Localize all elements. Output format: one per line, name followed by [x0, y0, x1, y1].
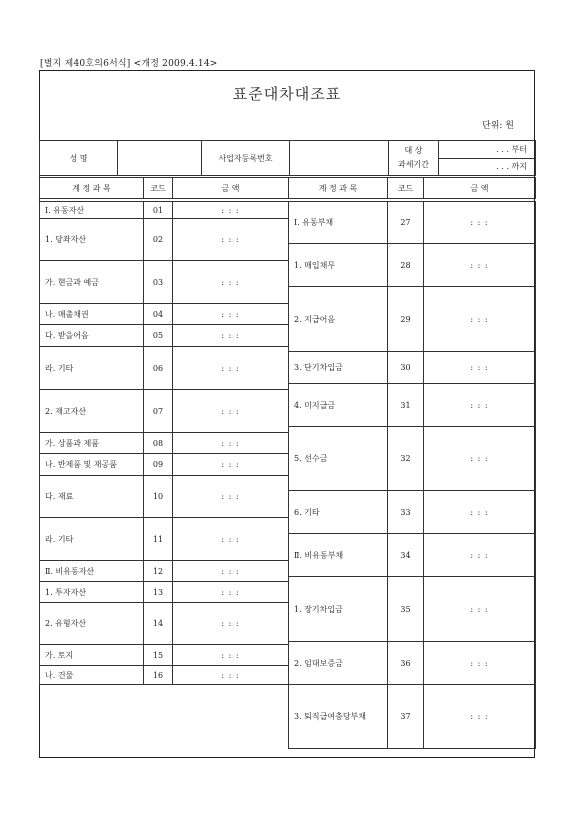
left-account-code: 14: [144, 603, 173, 645]
right-account-name: 4. 미지급금: [289, 384, 388, 427]
table-row: [40, 561, 289, 582]
left-account-code: 12: [144, 561, 173, 582]
left-amount-field[interactable]: : : :: [173, 603, 289, 645]
table-row: [40, 603, 289, 645]
table-row: [40, 476, 289, 518]
table-row: [40, 518, 289, 561]
right-amount-field[interactable]: : : :: [424, 352, 536, 384]
table-row: [289, 384, 536, 427]
unit-label: 단위: 원: [482, 121, 514, 131]
left-account-code: 01: [144, 202, 173, 219]
left-amount-field[interactable]: : : :: [173, 261, 289, 304]
right-amount-field[interactable]: : : :: [424, 534, 536, 577]
table-row: [289, 244, 536, 287]
table-row: [40, 347, 289, 390]
table-row: [40, 304, 289, 325]
left-account-name: 나. 건물: [40, 666, 144, 685]
assets-table: [39, 201, 289, 685]
left-amount-field[interactable]: : : :: [173, 325, 289, 347]
table-row: [40, 666, 289, 685]
left-account-code: 13: [144, 582, 173, 603]
balance-sheet-form: [39, 70, 535, 758]
table-row: [289, 352, 536, 384]
period-field[interactable]: [439, 141, 536, 176]
left-account-name: 가. 상품과 제품: [40, 433, 144, 454]
table-row: [40, 454, 289, 476]
right-account-code: 29: [388, 287, 424, 352]
right-account-name: 5. 선수금: [289, 427, 388, 491]
form-reference: [별지 제40호의6서식] <개정 2009.4.14>: [40, 59, 218, 69]
right-amount-field[interactable]: : : :: [424, 577, 536, 642]
right-account-code: 31: [388, 384, 424, 427]
left-account-code: 04: [144, 304, 173, 325]
left-account-code: 05: [144, 325, 173, 347]
left-account-name: 가. 현금과 예금: [40, 261, 144, 304]
left-account-name: 다. 재료: [40, 476, 144, 518]
table-row: [40, 433, 289, 454]
table-row: [40, 582, 289, 603]
table-row: [289, 685, 536, 749]
table-row: [289, 202, 536, 244]
left-account-name: 나. 매출채권: [40, 304, 144, 325]
left-amount-field[interactable]: : : :: [173, 390, 289, 433]
right-account-name: 2. 임대보증금: [289, 642, 388, 685]
right-account-name: 1. 장기차입금: [289, 577, 388, 642]
left-account-code: 03: [144, 261, 173, 304]
left-account-code: 09: [144, 454, 173, 476]
left-account-name: 나. 반제품 및 재공품: [40, 454, 144, 476]
right-account-code: 37: [388, 685, 424, 749]
taxpayer-info-table: [39, 140, 536, 176]
left-account-name: 다. 받을어음: [40, 325, 144, 347]
left-amount-field[interactable]: : : :: [173, 518, 289, 561]
col-account-right: 계 정 과 목: [289, 178, 388, 199]
left-amount-field[interactable]: : : :: [173, 219, 289, 261]
right-account-name: 3. 단기차입금: [289, 352, 388, 384]
right-account-name: Ⅰ. 유동부채: [289, 202, 388, 244]
table-row: [289, 427, 536, 491]
left-amount-field[interactable]: : : :: [173, 666, 289, 685]
right-amount-field[interactable]: : : :: [424, 287, 536, 352]
table-row: [40, 202, 289, 219]
right-amount-field[interactable]: : : :: [424, 642, 536, 685]
left-amount-field[interactable]: : : :: [173, 304, 289, 325]
col-amount-left: 금 액: [173, 178, 289, 199]
left-account-name: 1. 당좌자산: [40, 219, 144, 261]
column-header-table: [39, 177, 536, 199]
right-account-code: 33: [388, 491, 424, 534]
table-row: [289, 287, 536, 352]
period-to: . . . 까지: [496, 161, 527, 171]
left-amount-field[interactable]: : : :: [173, 476, 289, 518]
left-account-code: 10: [144, 476, 173, 518]
right-account-name: 2. 지급어음: [289, 287, 388, 352]
left-amount-field[interactable]: : : :: [173, 561, 289, 582]
right-account-code: 32: [388, 427, 424, 491]
right-account-code: 36: [388, 642, 424, 685]
right-amount-field[interactable]: : : :: [424, 202, 536, 244]
left-amount-field[interactable]: : : :: [173, 433, 289, 454]
table-row: [289, 534, 536, 577]
table-row: [40, 325, 289, 347]
name-label: 성 명: [40, 141, 118, 176]
table-row: [289, 491, 536, 534]
left-account-name: 2. 유형자산: [40, 603, 144, 645]
left-account-code: 08: [144, 433, 173, 454]
table-row: [40, 219, 289, 261]
left-amount-field[interactable]: : : :: [173, 454, 289, 476]
bizno-field[interactable]: [290, 141, 389, 176]
right-account-code: 35: [388, 577, 424, 642]
right-account-code: 34: [388, 534, 424, 577]
left-account-name: Ⅰ. 유동자산: [40, 202, 144, 219]
left-account-name: Ⅱ. 비유동자산: [40, 561, 144, 582]
left-account-name: 라. 기타: [40, 518, 144, 561]
left-account-code: 02: [144, 219, 173, 261]
table-row: [40, 645, 289, 666]
table-row: [40, 390, 289, 433]
period-from: . . . 부터: [439, 142, 535, 159]
col-amount-right: 금 액: [424, 178, 536, 199]
right-amount-field[interactable]: : : :: [424, 384, 536, 427]
col-code-left: 코드: [144, 178, 173, 199]
left-account-code: 07: [144, 390, 173, 433]
left-amount-field[interactable]: : : :: [173, 347, 289, 390]
left-amount-field[interactable]: : : :: [173, 202, 289, 219]
left-account-code: 06: [144, 347, 173, 390]
right-amount-field[interactable]: : : :: [424, 244, 536, 287]
period-label: 대 상 과세기간: [389, 141, 439, 176]
col-code-right: 코드: [388, 178, 424, 199]
bizno-label: 사업자등록번호: [202, 141, 290, 176]
table-row: [40, 261, 289, 304]
right-account-name: 3. 퇴직급여충당부채: [289, 685, 388, 749]
right-amount-field[interactable]: : : :: [424, 685, 536, 749]
left-amount-field[interactable]: : : :: [173, 582, 289, 603]
left-account-code: 15: [144, 645, 173, 666]
form-title: 표준대차대조표: [232, 85, 342, 103]
left-account-name: 1. 투자자산: [40, 582, 144, 603]
table-row: [289, 642, 536, 685]
right-account-name: 6. 기타: [289, 491, 388, 534]
right-account-code: 30: [388, 352, 424, 384]
table-row: [289, 577, 536, 642]
left-account-name: 2. 재고자산: [40, 390, 144, 433]
left-amount-field[interactable]: : : :: [173, 645, 289, 666]
left-account-name: 가. 토지: [40, 645, 144, 666]
right-account-name: Ⅱ. 비유동부채: [289, 534, 388, 577]
left-account-code: 16: [144, 666, 173, 685]
right-amount-field[interactable]: : : :: [424, 427, 536, 491]
right-amount-field[interactable]: : : :: [424, 491, 536, 534]
right-account-code: 27: [388, 202, 424, 244]
left-account-name: 라. 기타: [40, 347, 144, 390]
right-account-code: 28: [388, 244, 424, 287]
name-field[interactable]: [118, 141, 202, 176]
right-account-name: 1. 매입채무: [289, 244, 388, 287]
left-account-code: 11: [144, 518, 173, 561]
col-account-left: 계 정 과 목: [40, 178, 144, 199]
liabilities-table: [288, 201, 536, 749]
